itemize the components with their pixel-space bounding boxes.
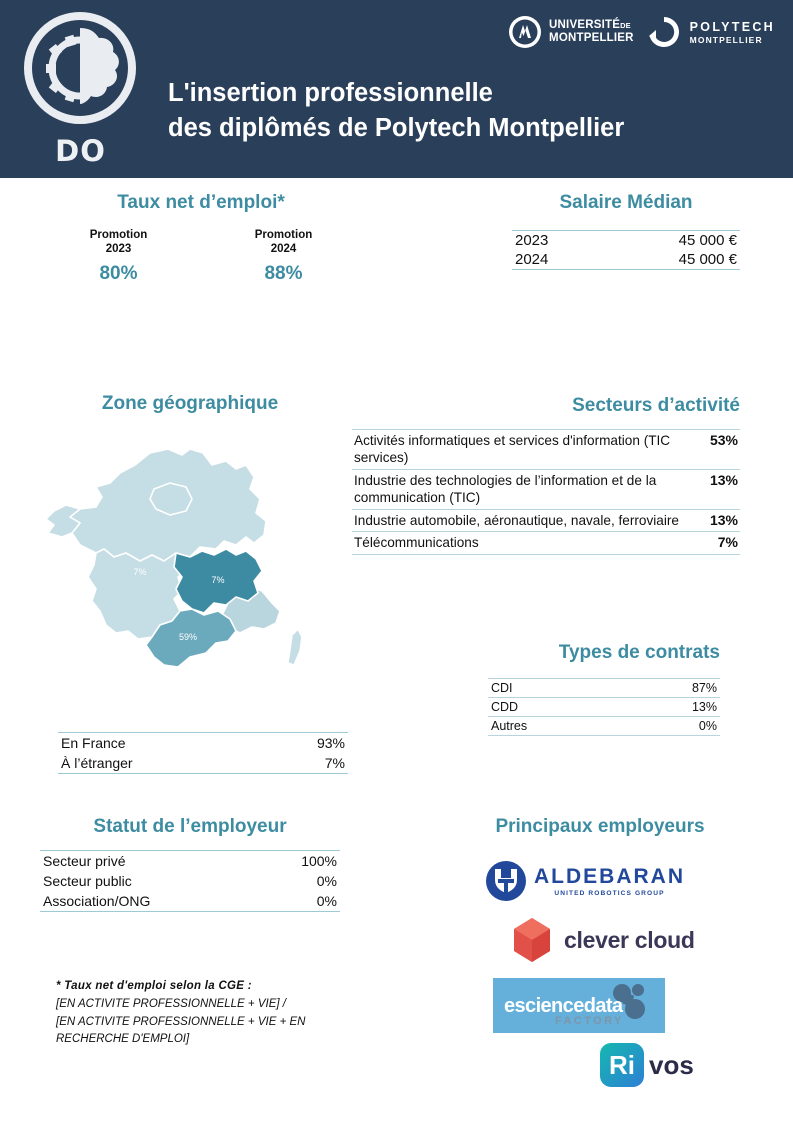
employer-logo-aldebaran <box>450 860 750 902</box>
footnote-head: * Taux net d'emploi selon la CGE : <box>56 980 252 992</box>
sectors-table <box>352 429 740 555</box>
sector-value: 13% <box>702 509 740 532</box>
median-salary-table <box>512 230 740 270</box>
sector-label: Activités informatiques et services d'information (TIC services) <box>352 430 702 470</box>
sector-label: Industrie automobile, aéronautique, navale, ferroviaire <box>352 509 702 532</box>
median-salary-title: Salaire Médian <box>559 192 693 213</box>
footnote-line3: RECHERCHE D'EMPLOI] <box>56 1033 190 1046</box>
employment-rate-title: Taux net d’emploi* <box>117 192 285 213</box>
table-row <box>40 851 340 872</box>
table-row <box>488 717 720 736</box>
status-value: 0% <box>259 891 340 912</box>
status-label: Secteur public <box>43 873 132 889</box>
contract-types-table-wrap <box>488 678 720 736</box>
zone-value: 7% <box>260 753 348 774</box>
promotion-2024 <box>201 228 366 285</box>
contract-types-section <box>488 642 720 736</box>
table-row <box>40 871 340 891</box>
university-montpellier-text <box>549 19 634 45</box>
map-label-occitanie: 59% <box>178 632 198 642</box>
do-brand-mark <box>18 6 143 171</box>
zone-value: 93% <box>260 733 348 754</box>
aldebaran-name: ALDEBARAN <box>534 864 685 888</box>
polytech-text <box>690 20 775 45</box>
salary-year: 2023 <box>512 231 599 251</box>
promotion-2024-value: 88% <box>264 262 303 284</box>
france-abroad-table <box>58 732 348 774</box>
status-value: 100% <box>259 851 340 872</box>
salary-amount: 45 000 € <box>599 231 740 251</box>
contract-value: 87% <box>622 679 720 698</box>
aldebaran-mark-icon <box>485 860 527 902</box>
geographic-zone-title: Zone géographique <box>101 393 279 414</box>
table-row <box>488 679 720 698</box>
polytech-montpellier-logo <box>646 14 775 50</box>
um-line1-small: DE <box>620 21 631 31</box>
promotion-2023 <box>36 228 201 285</box>
map-label-auvergne-rhone-alpes: 7% <box>211 575 225 585</box>
status-label: Association/ONG <box>40 891 259 912</box>
table-row <box>512 231 740 251</box>
promotion-2023-label <box>36 228 201 257</box>
salary-amount: 45 000 € <box>599 250 740 270</box>
employer-logo-clever-cloud <box>450 916 750 964</box>
table-row <box>352 532 740 555</box>
promotion-2023-year: 2023 <box>105 243 132 256</box>
france-abroad-table-wrap <box>58 732 348 774</box>
sector-label: Industrie des technologies de l’information et de la communication (TIC) <box>352 469 702 509</box>
contract-value: 0% <box>622 717 720 736</box>
zone-label: En France <box>58 733 260 754</box>
table-row <box>40 891 340 912</box>
sector-label: Télécommunications <box>352 532 702 555</box>
polytech-line1: POLYTECH <box>689 19 775 34</box>
main-employers-section <box>450 816 750 1087</box>
sectors-table-wrap <box>352 429 740 555</box>
gear-brain-icon <box>18 6 143 131</box>
do-label: DO <box>55 134 106 168</box>
contract-label: CDD <box>488 698 622 717</box>
partner-logos <box>508 14 775 50</box>
esciencedata-tagline: FACTORY <box>555 1015 624 1027</box>
table-row <box>58 733 348 754</box>
employer-logo-rivos <box>450 1043 750 1087</box>
map-label-centre: 7% <box>133 567 147 577</box>
rivos-mark-text: Ri <box>609 1050 635 1080</box>
clever-cloud-mark-icon <box>510 916 554 964</box>
employer-status-section <box>40 816 340 912</box>
table-row <box>352 430 740 470</box>
status-label: Secteur privé <box>40 851 259 872</box>
france-map <box>40 425 340 690</box>
footnote <box>56 978 366 1049</box>
aldebaran-tagline: UNITED ROBOTICS GROUP <box>554 889 665 897</box>
esciencedata-name: esciencedata <box>504 995 623 1017</box>
table-row <box>58 753 348 774</box>
page-title-line2: des diplômés de Polytech Montpellier <box>168 114 625 143</box>
contract-types-title: Types de contrats <box>558 642 720 663</box>
table-row <box>512 250 740 270</box>
france-map-svg <box>40 425 340 690</box>
polytech-circle-icon <box>646 14 682 50</box>
contract-label: Autres <box>488 717 622 736</box>
salary-year: 2024 <box>512 250 599 270</box>
promotion-2024-year: 2024 <box>270 243 297 256</box>
promotions-row <box>36 228 366 285</box>
status-value: 0% <box>316 873 337 889</box>
promotion-2023-label-line1: Promotion <box>89 229 148 241</box>
employer-status-title: Statut de l’employeur <box>93 816 287 837</box>
region-nord <box>70 449 266 561</box>
sector-value: 7% <box>702 532 740 555</box>
promotion-2024-label <box>201 228 366 257</box>
aldebaran-text <box>534 866 685 897</box>
page-title-line1: L'insertion professionnelle <box>168 79 493 107</box>
median-salary-section <box>512 192 740 270</box>
polytech-line2: MONTPELLIER <box>689 34 763 45</box>
geographic-zone-section <box>40 393 340 690</box>
main-employers-title: Principaux employeurs <box>495 816 705 837</box>
sectors-section <box>352 395 740 555</box>
table-row <box>352 469 740 509</box>
contract-value: 13% <box>622 698 720 717</box>
university-seal-icon <box>508 15 542 49</box>
contract-types-table <box>488 678 720 736</box>
promotion-2024-label-line1: Promotion <box>254 229 313 241</box>
footnote-line2: [EN ACTIVITE PROFESSIONNELLE + VIE + EN <box>56 1015 306 1028</box>
contract-label: CDI <box>488 679 622 698</box>
um-line2: MONTPELLIER <box>549 32 634 44</box>
table-row <box>488 698 720 717</box>
region-corse <box>288 629 302 665</box>
promotion-2023-value: 80% <box>99 262 138 284</box>
employer-status-table-wrap <box>40 850 340 912</box>
um-line1: UNIVERSITÉ <box>549 19 621 32</box>
clever-cloud-name: clever cloud <box>564 926 695 953</box>
sector-value: 13% <box>702 469 740 509</box>
university-montpellier-logo <box>508 15 634 49</box>
employer-status-table <box>40 850 340 912</box>
zone-label: À l’étranger <box>58 753 260 774</box>
table-row <box>352 509 740 532</box>
rivos-mark-icon <box>600 1043 644 1087</box>
sector-value: 53% <box>702 430 740 470</box>
sectors-title: Secteurs d’activité <box>572 395 740 416</box>
median-salary-table-wrap <box>512 230 740 270</box>
page-title <box>168 76 768 146</box>
employer-logo-esciencedata <box>493 978 665 1033</box>
employment-rate-section <box>36 192 366 285</box>
footnote-line1: [EN ACTIVITE PROFESSIONNELLE + VIE] / <box>56 997 286 1010</box>
page-header <box>0 0 793 178</box>
rivos-name: vos <box>649 1049 694 1080</box>
